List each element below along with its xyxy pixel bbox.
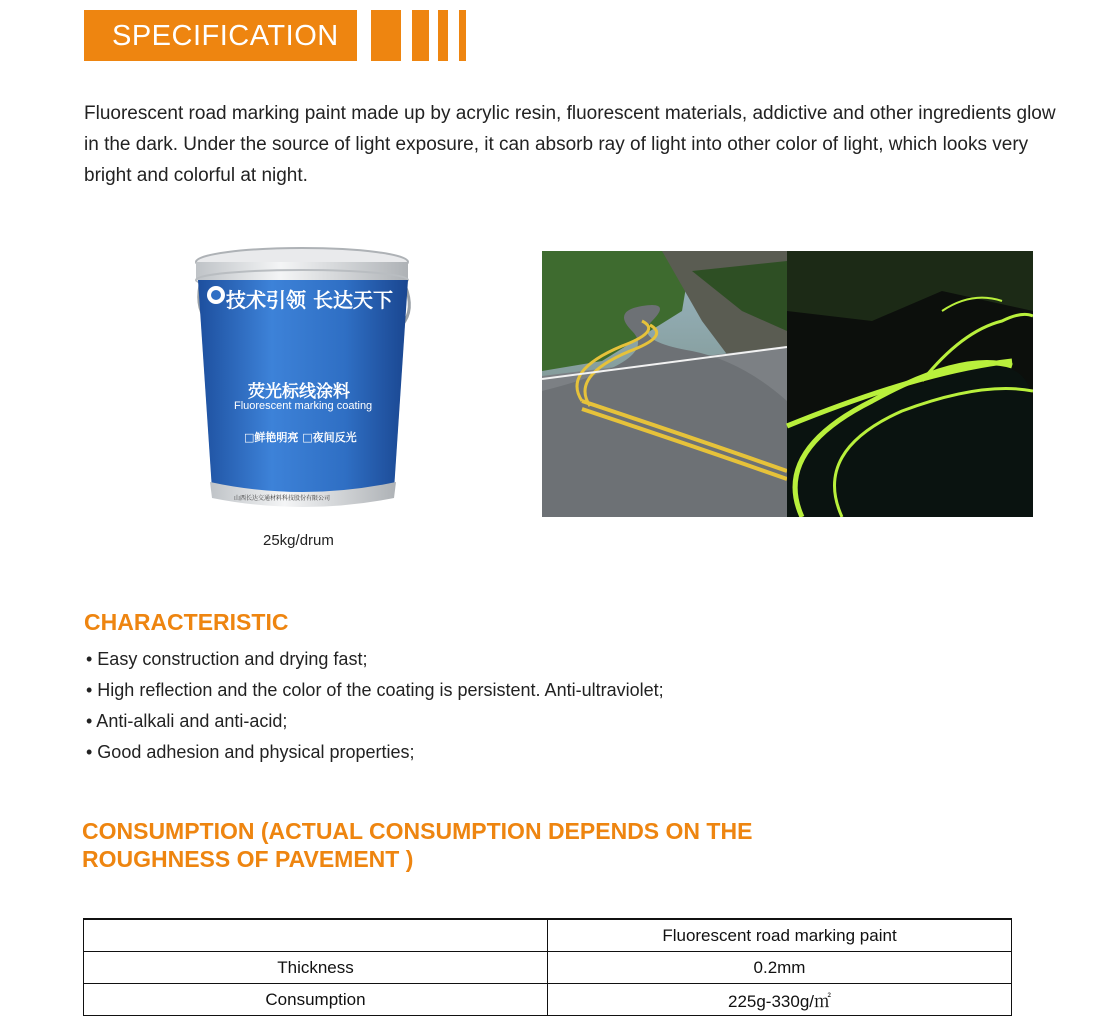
table-cell: 225g-330g/㎡ [548, 984, 1012, 1016]
table-header-row [84, 919, 1012, 952]
banner-stripe [459, 10, 466, 61]
bucket-product-name-cn: 荧光标线涂料 [248, 382, 350, 402]
banner-stripe [371, 10, 401, 61]
characteristic-list [86, 644, 664, 768]
list-item: • High reflection and the color of the coating is persistent. Anti-ultraviolet; [86, 680, 664, 700]
list-item: • Good adhesion and physical properties; [86, 742, 415, 762]
list-item: • Anti-alkali and anti-acid; [86, 711, 288, 731]
consumption-heading: CONSUMPTION (ACTUAL CONSUMPTION DEPENDS ON THE ROUGHNESS OF PAVEMENT ) [82, 818, 753, 872]
characteristic-heading: CHARACTERISTIC [84, 609, 289, 635]
bucket-slogan: 技术引领 长达天下 [226, 288, 393, 312]
list-item: • Easy construction and drying fast; [86, 649, 368, 669]
bucket-caption: 25kg/drum [263, 532, 334, 549]
page-title: SPECIFICATION [112, 20, 339, 52]
bucket-product-name-en: Fluorescent marking coating [234, 400, 373, 412]
table-cell: 0.2mm [548, 952, 1012, 984]
table-row [84, 952, 1012, 984]
banner-stripe [412, 10, 429, 61]
paint-bucket-image [190, 240, 420, 520]
road-day-night-image [542, 251, 1033, 517]
table-row [84, 984, 1012, 1016]
table-header-cell [84, 919, 548, 952]
table-cell: Thickness [84, 952, 548, 984]
table-cell: Consumption [84, 984, 548, 1016]
intro-paragraph: Fluorescent road marking paint made up by acrylic resin, fluorescent materials, addictive and other ingredients glow in the dark. Under the source of light exposure, it can absorb ray of light into other color of light, which looks very bright and colorful at night. [84, 103, 1056, 186]
banner-stripe [438, 10, 448, 61]
bucket-features: □鲜艳明亮 □夜间反光 [244, 431, 357, 444]
table-header-cell: Fluorescent road marking paint [548, 919, 1012, 952]
consumption-table [83, 918, 1012, 1016]
bucket-company: 山西长达交通材料科技股份有限公司 [234, 495, 331, 502]
